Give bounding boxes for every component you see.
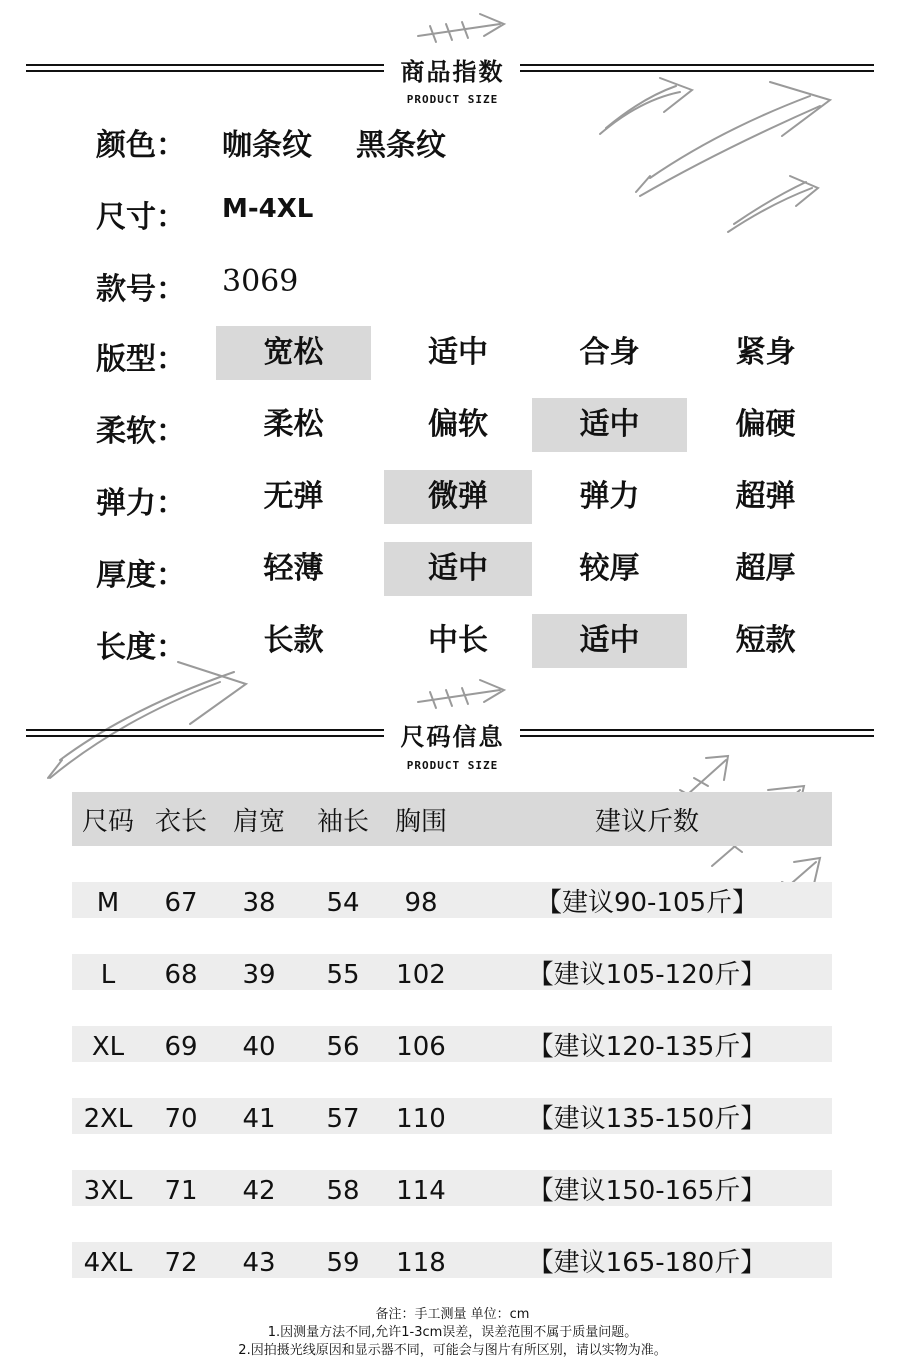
attribute-option: 轻薄	[263, 551, 324, 586]
size-value: M-4XL	[222, 194, 314, 224]
header-shoulder: 肩宽	[232, 807, 285, 837]
table-row	[72, 954, 832, 990]
attribute-option: 紧身	[735, 335, 796, 370]
attribute-option: 中长	[428, 623, 488, 658]
table-cell: 【建议135-150斤】	[527, 1104, 767, 1134]
table-cell: 106	[396, 1032, 446, 1062]
sketch-arrow-icon	[728, 176, 818, 232]
color-label: 颜色：	[96, 128, 186, 163]
attribute-option: 超厚	[735, 551, 796, 586]
table-cell: 3XL	[83, 1176, 133, 1206]
table-cell: 67	[164, 888, 198, 918]
attribute-option: 无弹	[263, 479, 324, 514]
header-length: 衣长	[154, 807, 207, 837]
attribute-option: 适中	[532, 614, 687, 668]
attribute-option: 适中	[532, 398, 687, 452]
size-table-header	[72, 792, 832, 846]
table-cell: 【建议150-165斤】	[527, 1176, 767, 1206]
table-cell: M	[96, 888, 120, 918]
size-label: 尺寸：	[96, 200, 186, 235]
table-cell: 56	[326, 1032, 360, 1062]
table-cell: 54	[326, 888, 360, 918]
table-cell: 【建议120-135斤】	[527, 1032, 767, 1062]
attribute-option: 较厚	[579, 551, 640, 586]
note-line-2: 1.因测量方法不同,允许1-3cm误差，误差范围不属于质量问题。	[267, 1325, 638, 1340]
color-value-1: 咖条纹	[222, 128, 312, 163]
model-label: 款号：	[96, 272, 186, 307]
table-cell: 114	[396, 1176, 446, 1206]
note-line-1: 备注：手工测量 单位：cm	[375, 1307, 530, 1322]
table-row	[72, 882, 832, 918]
section-subtitle-size: PRODUCT SIZE	[406, 759, 499, 772]
attribute-label: 弹力：	[96, 486, 186, 521]
table-cell: 102	[396, 960, 446, 990]
model-value: 3069	[222, 264, 299, 299]
color-value-2: 黑条纹	[356, 128, 446, 163]
table-cell: 43	[242, 1248, 276, 1278]
table-row	[72, 1026, 832, 1062]
table-row	[72, 1098, 832, 1134]
table-cell: 41	[242, 1104, 276, 1134]
attribute-option: 合身	[579, 335, 640, 370]
table-cell: 38	[242, 888, 276, 918]
fishbone-arrow-icon	[418, 14, 504, 42]
header-sleeve: 袖长	[316, 807, 369, 837]
section-title-size: 尺码信息	[400, 723, 505, 751]
table-cell: XL	[91, 1032, 125, 1062]
attribute-option: 适中	[384, 542, 532, 596]
table-cell: 【建议105-120斤】	[527, 960, 767, 990]
attribute-option: 短款	[735, 623, 796, 658]
table-cell: 69	[164, 1032, 198, 1062]
attribute-option: 偏软	[428, 407, 488, 442]
table-cell: 55	[326, 960, 360, 990]
table-row	[72, 1170, 832, 1206]
header-chest: 胸围	[394, 807, 447, 837]
table-cell: 4XL	[83, 1248, 133, 1278]
section-title-product: 商品指数	[400, 58, 505, 86]
attribute-option: 适中	[428, 335, 488, 370]
attribute-option: 柔松	[263, 407, 324, 442]
attribute-option: 微弹	[384, 470, 532, 524]
table-cell: 【建议90-105斤】	[535, 888, 759, 918]
attribute-option: 偏硬	[735, 407, 796, 442]
attribute-label: 长度：	[96, 630, 186, 665]
section-subtitle-product: PRODUCT SIZE	[406, 93, 499, 106]
table-cell: 2XL	[83, 1104, 133, 1134]
attribute-label: 版型：	[96, 342, 186, 377]
table-cell: 71	[164, 1176, 198, 1206]
table-cell: 40	[242, 1032, 276, 1062]
table-cell: 68	[164, 960, 198, 990]
table-cell: 98	[404, 888, 438, 918]
attribute-option: 长款	[263, 623, 324, 658]
table-cell: 58	[326, 1176, 360, 1206]
table-cell: 72	[164, 1248, 198, 1278]
table-cell: 39	[242, 960, 276, 990]
table-cell: 59	[326, 1248, 360, 1278]
table-cell: L	[100, 960, 116, 990]
attribute-label: 厚度：	[96, 558, 186, 593]
table-cell: 42	[242, 1176, 276, 1206]
table-cell: 118	[396, 1248, 446, 1278]
attribute-label: 柔软：	[96, 414, 186, 449]
table-cell: 70	[164, 1104, 198, 1134]
header-weight: 建议斤数	[594, 807, 699, 837]
note-line-3: 2.因拍摄光线原因和显示器不同，可能会与图片有所区别，请以实物为准。	[238, 1343, 667, 1358]
attribute-option: 弹力	[579, 479, 640, 514]
table-row	[72, 1242, 832, 1278]
table-cell: 110	[396, 1104, 446, 1134]
fishbone-arrow-icon	[418, 680, 504, 708]
attribute-option: 超弹	[735, 479, 796, 514]
table-cell: 【建议165-180斤】	[527, 1248, 767, 1278]
table-cell: 57	[326, 1104, 360, 1134]
header-size: 尺码	[81, 807, 134, 837]
attribute-option: 宽松	[216, 326, 371, 380]
